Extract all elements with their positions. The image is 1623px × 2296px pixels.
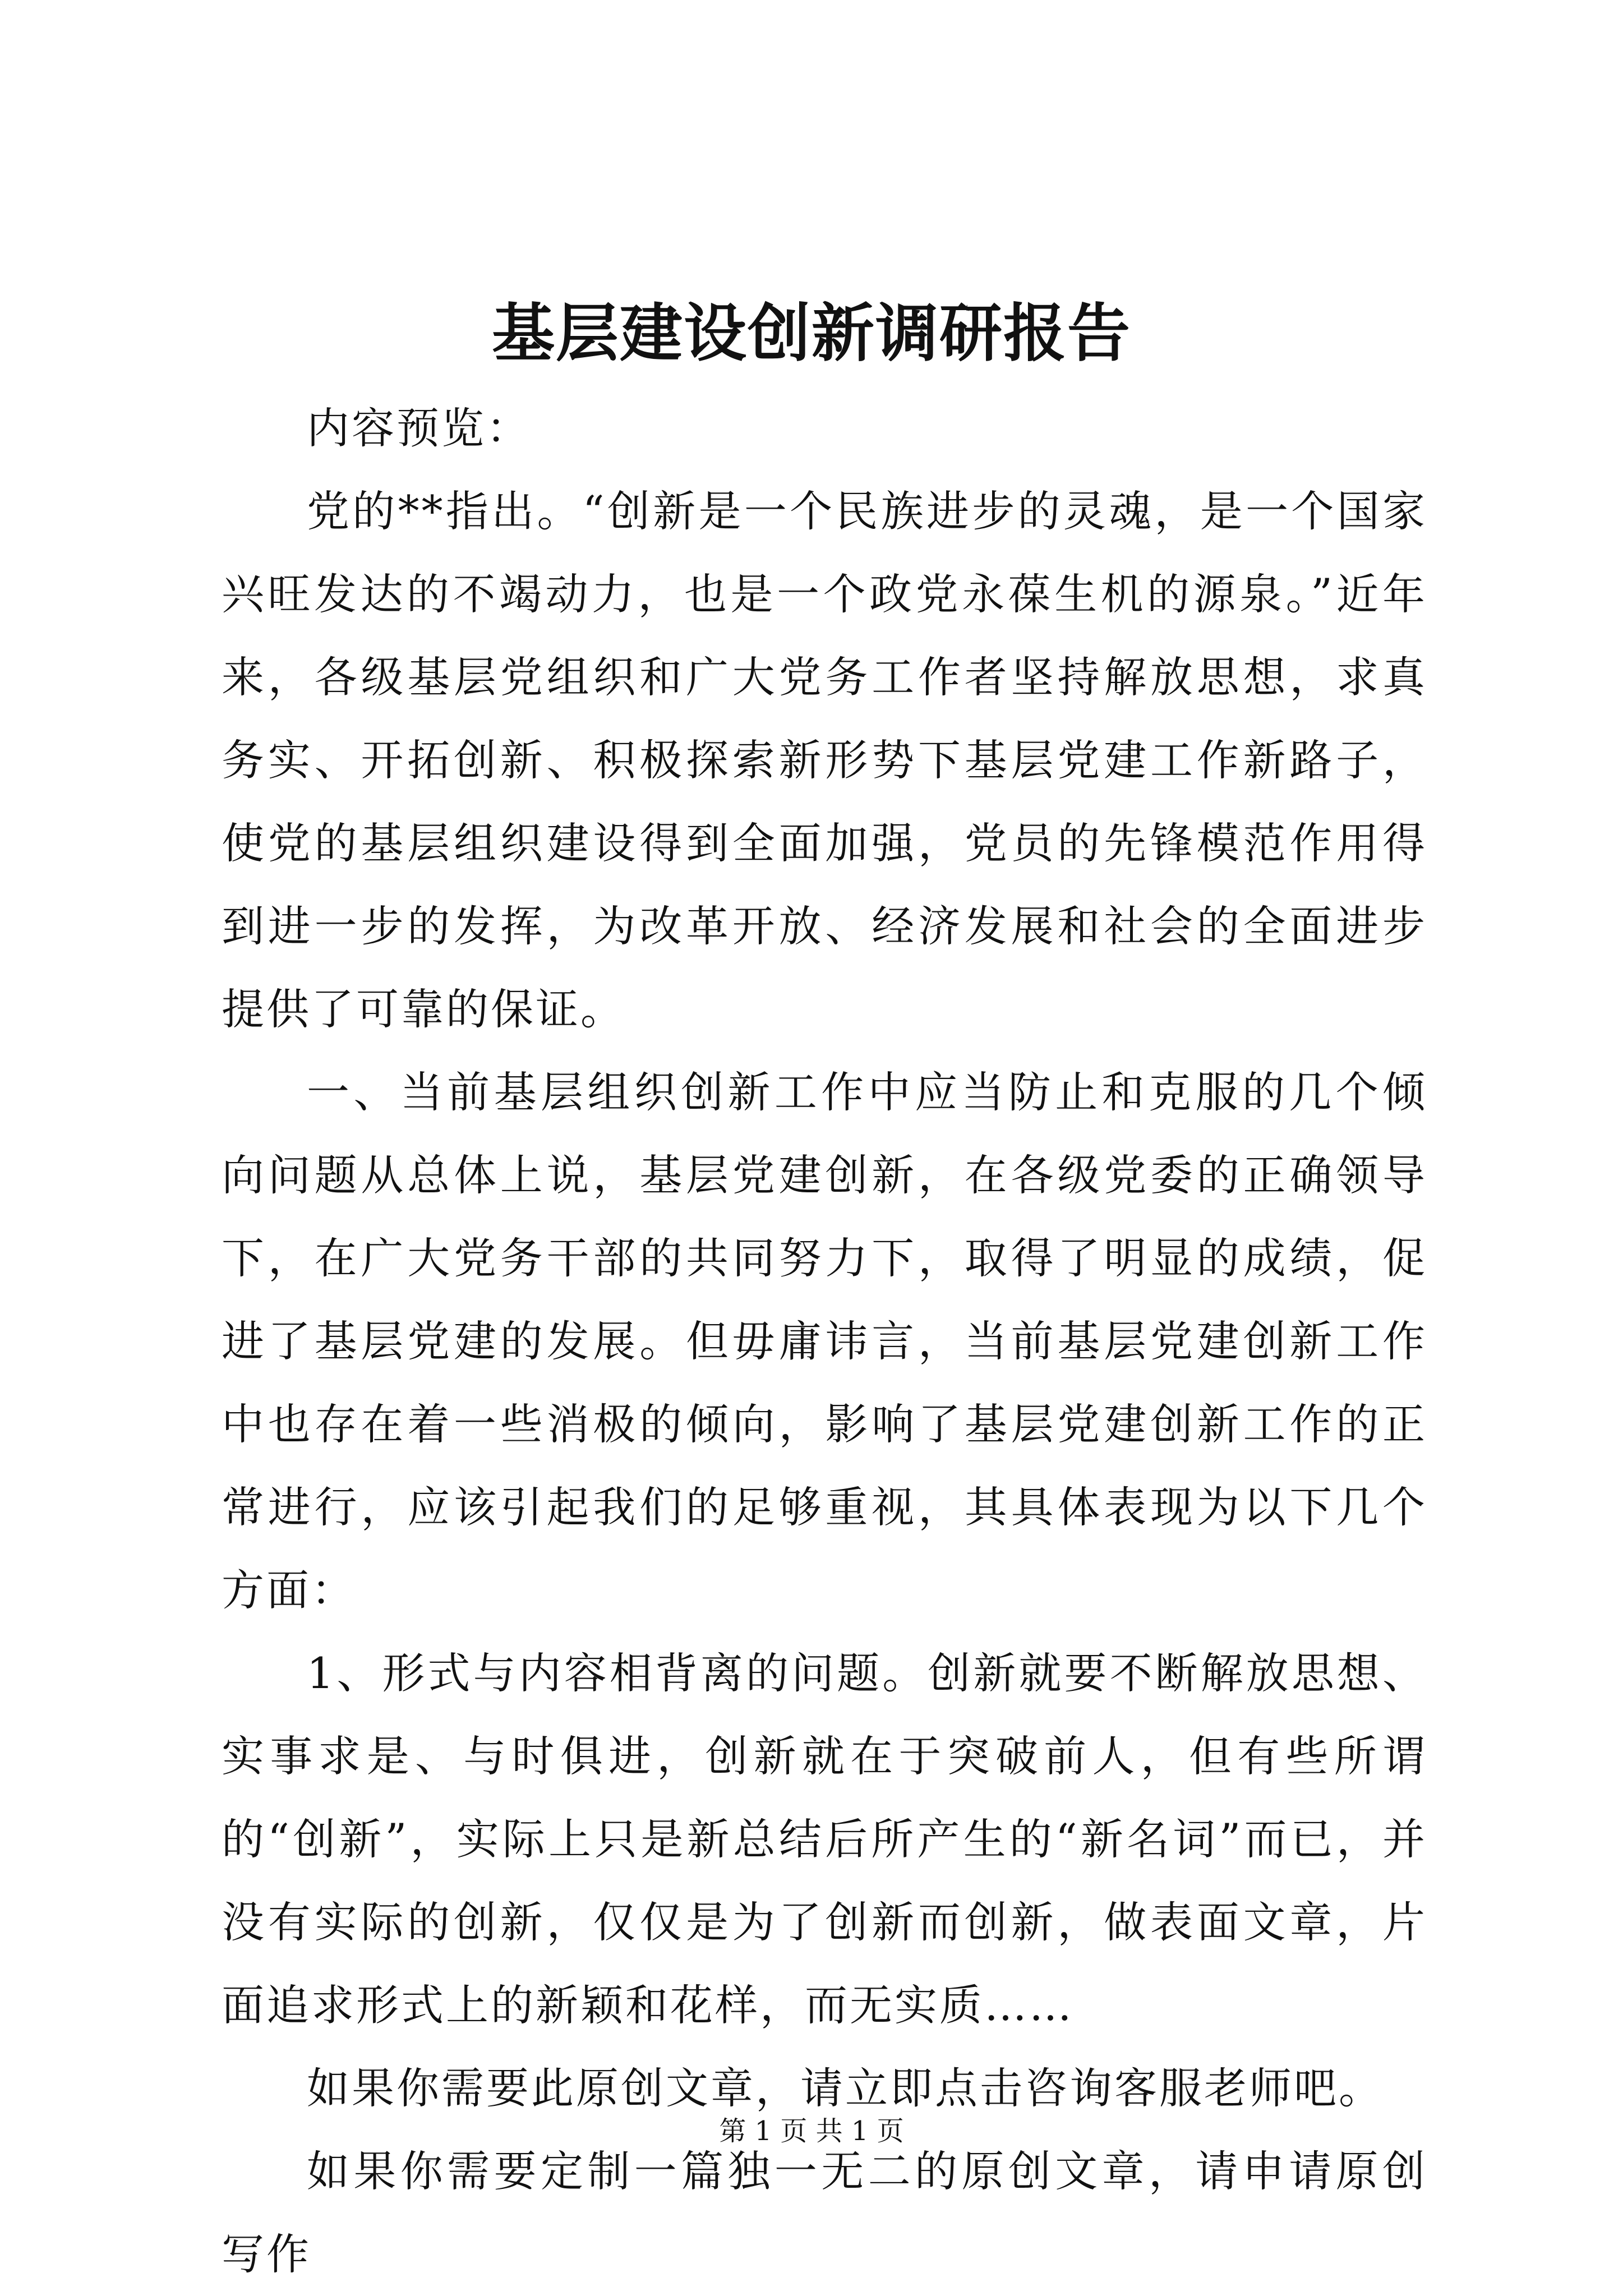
custom-writing-paragraph: 如果你需要定制一篇独一无二的原创文章，请申请原创写作: [222, 2146, 1427, 2279]
point-one-paragraph: 1、形式与内容相背离的问题。创新就要不断解放思想、实事求是、与时俱进，创新就在于突破前人，但有些所谓的“创新”，实际上只是新总结后所产生的“新名词”而已，并没有实际的创新，仅仅是为了创新而创新，做表面文章，片面追求形式上的新颖和花样，而无实质……: [222, 1648, 1427, 2030]
consult-paragraph: 如果你需要此原创文章，请立即点击咨询客服老师吧。: [307, 2063, 1384, 2113]
section-one-paragraph: 一、当前基层组织创新工作中应当防止和克服的几个倾向问题从总体上说，基层党建创新，在各级党委的正确领导下，在广大党务干部的共同努力下，取得了明显的成绩，促进了基层党建的发展。但毋庸讳言，当前基层党建创新工作中也存在着一些消极的倾向，影响了基层党建创新工作的正常进行，应该引起我们的足够重视，其具体表现为以下几个方面：: [222, 1067, 1427, 1615]
preview-label: 内容预览：: [307, 403, 531, 453]
document-body: [222, 387, 1427, 2296]
intro-paragraph: 党的**指出。“创新是一个民族进步的灵魂，是一个国家兴旺发达的不竭动力，也是一个政党永葆生机的源泉。”近年来，各级基层党组织和广大党务工作者坚持解放思想，求真务实、开拓创新、积极探索新形势下基层党建工作新路子，使党的基层组织建设得到全面加强，党员的先锋模范作用得到进一步的发挥，为改革开放、经济发展和社会的全面进步提供了可靠的保证。: [222, 486, 1427, 1034]
page-footer: 第 1 页 共 1 页: [719, 2115, 904, 2147]
document-title: 基层建设创新调研报告: [492, 297, 1131, 370]
